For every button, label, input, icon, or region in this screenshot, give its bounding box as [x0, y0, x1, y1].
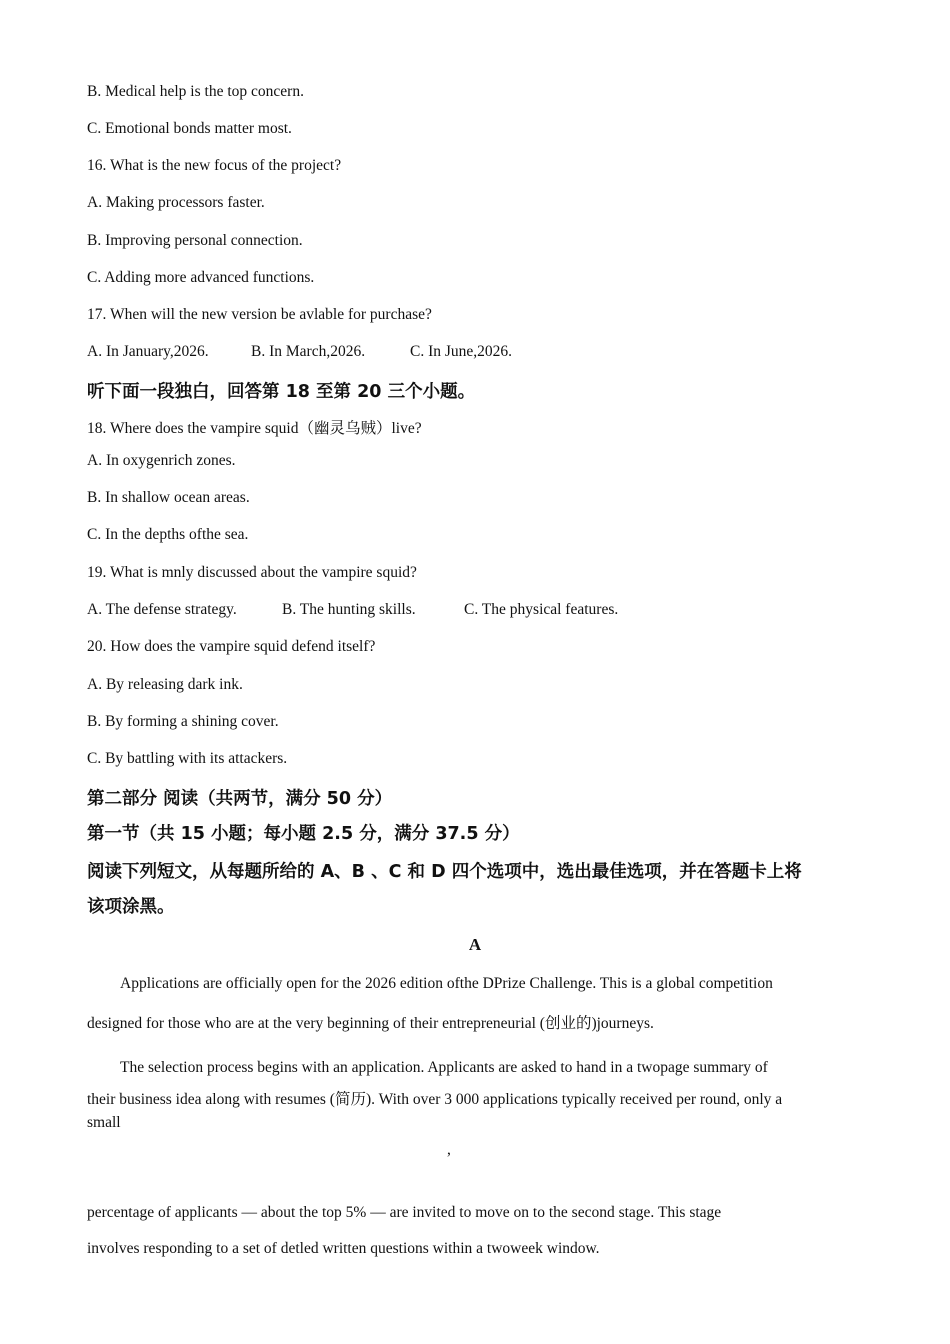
q19-options	[87, 601, 618, 619]
passage-p3-line1: percentage of applicants — about the top 5% — are invited to move on to the second stage. This stage	[87, 1204, 722, 1221]
reading-instruction-line2: 该项涂黑。	[87, 897, 175, 917]
q19-option-a: A. The defense strategy.	[87, 601, 237, 618]
passage-p1-line1: Applications are officially open for the 2026 edition ofthe DPrize Challenge. This is a global competition	[120, 975, 773, 992]
q16-option-a: A. Making processors faster.	[87, 194, 265, 211]
passage-p1-line2: designed for those who are at the very beginning of their entrepreneurial (创业的)journeys.	[87, 1015, 654, 1032]
q15-option-b: B. Medical help is the top concern.	[87, 83, 304, 100]
q20-question: 20. How does the vampire squid defend itself?	[87, 638, 376, 655]
passage-p2-line3: small	[87, 1114, 121, 1131]
part2-heading: 第二部分 阅读（共两节，满分 50 分）	[87, 789, 393, 809]
q17-option-a: A. In January,2026.	[87, 343, 209, 360]
reading-instruction-line1: 阅读下列短文，从每题所给的 A、B 、C 和 D 四个选项中，选出最佳选项，并在答题卡上将	[87, 862, 802, 882]
q19-option-b: B. The hunting skills.	[282, 601, 416, 618]
q17-options	[87, 343, 512, 361]
monologue-instruction: 听下面一段独白，回答第 18 至第 20 三个小题。	[87, 382, 476, 402]
q19-question: 19. What is mnly discussed about the vampire squid?	[87, 564, 417, 581]
q18-option-b: B. In shallow ocean areas.	[87, 489, 250, 506]
passage-p2-line2: their business idea along with resumes (简历). With over 3 000 applications typically received per round, only a	[87, 1091, 783, 1108]
passage-label: A	[468, 935, 482, 954]
q18-question: 18. Where does the vampire squid（幽灵乌贼）live?	[87, 420, 422, 437]
passage-p3-line2: involves responding to a set of detled written questions within a twoweek window.	[87, 1240, 600, 1257]
q20-option-a: A. By releasing dark ink.	[87, 676, 243, 693]
q19-option-c: C. The physical features.	[464, 601, 619, 618]
q17-option-c: C. In June,2026.	[410, 343, 513, 360]
q16-question: 16. What is the new focus of the project?	[87, 157, 342, 174]
stray-comma: ,	[447, 1141, 451, 1158]
q16-option-c: C. Adding more advanced functions.	[87, 269, 315, 286]
passage-p2-line1: The selection process begins with an application. Applicants are asked to hand in a twopage summary of	[120, 1059, 768, 1076]
q18-option-a: A. In oxygenrich zones.	[87, 452, 236, 469]
q18-option-c: C. In the depths ofthe sea.	[87, 526, 249, 543]
q16-option-b: B. Improving personal connection.	[87, 232, 303, 249]
q20-option-c: C. By battling with its attackers.	[87, 750, 288, 767]
q17-question: 17. When will the new version be avlable for purchase?	[87, 306, 432, 323]
q20-option-b: B. By forming a shining cover.	[87, 713, 279, 730]
section1-heading: 第一节（共 15 小题；每小题 2.5 分，满分 37.5 分）	[87, 824, 520, 844]
q17-option-b: B. In March,2026.	[251, 343, 366, 360]
q15-option-c: C. Emotional bonds matter most.	[87, 120, 292, 137]
